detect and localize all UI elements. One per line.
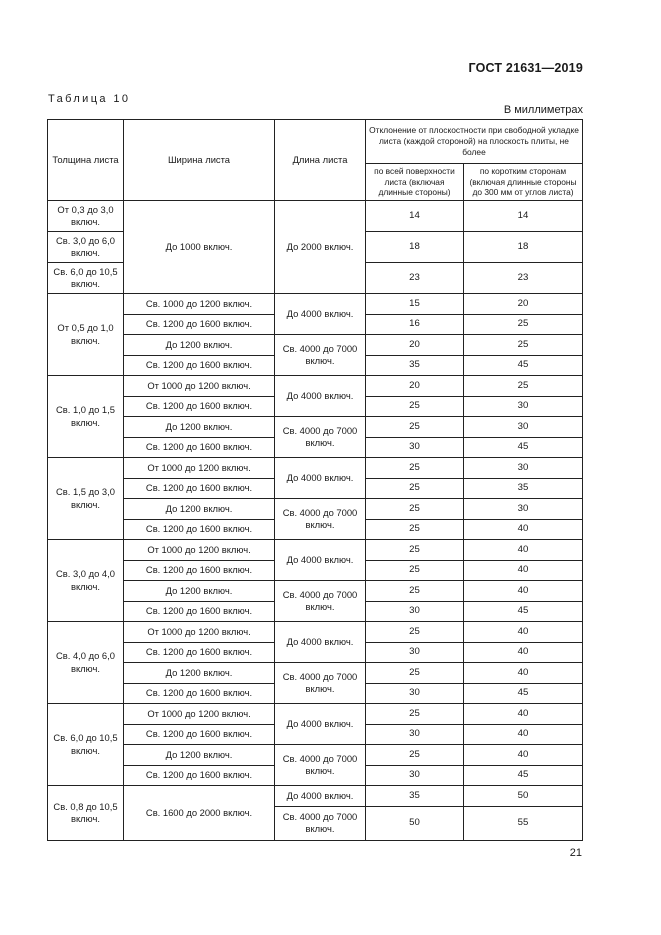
cell-dev-short: 45 xyxy=(464,601,583,622)
cell-dev-total: 14 xyxy=(366,201,464,232)
cell-thickness: Св. 6,0 до 10,5 включ. xyxy=(48,263,124,294)
cell-dev-total: 35 xyxy=(366,355,464,376)
cell-length: Св. 4000 до 7000 включ. xyxy=(275,663,366,704)
cell-length: До 4000 включ. xyxy=(275,458,366,499)
cell-dev-total: 25 xyxy=(366,519,464,540)
cell-width: До 1000 включ. xyxy=(124,201,275,294)
cell-thickness: Св. 0,8 до 10,5 включ. xyxy=(48,786,124,841)
cell-dev-short: 25 xyxy=(464,335,583,356)
col-header-dev-total: по всей поверхности листа (включая длинные стороны) xyxy=(366,164,464,201)
cell-dev-total: 25 xyxy=(366,560,464,581)
cell-dev-total: 23 xyxy=(366,263,464,294)
cell-dev-total: 25 xyxy=(366,499,464,520)
cell-dev-total: 25 xyxy=(366,622,464,643)
col-header-deviation: Отклонение от плоскостности при свободной укладке листа (каждой стороной) на плоскость плиты, не более xyxy=(366,120,583,164)
cell-thickness: Св. 4,0 до 6,0 включ. xyxy=(48,622,124,704)
cell-width: От 1000 до 1200 включ. xyxy=(124,540,275,561)
cell-dev-total: 25 xyxy=(366,540,464,561)
col-header-width: Ширина листа xyxy=(124,120,275,201)
cell-dev-total: 30 xyxy=(366,437,464,458)
cell-thickness: Св. 6,0 до 10,5 включ. xyxy=(48,704,124,786)
table-caption: Таблица 10 xyxy=(48,93,131,105)
cell-length: До 4000 включ. xyxy=(275,294,366,335)
cell-dev-total: 50 xyxy=(366,806,464,840)
cell-width: До 1200 включ. xyxy=(124,581,275,602)
cell-dev-total: 30 xyxy=(366,765,464,786)
cell-width: До 1200 включ. xyxy=(124,745,275,766)
cell-width: Св. 1200 до 1600 включ. xyxy=(124,355,275,376)
cell-width: От 1000 до 1200 включ. xyxy=(124,622,275,643)
cell-dev-total: 25 xyxy=(366,581,464,602)
cell-length: Св. 4000 до 7000 включ. xyxy=(275,745,366,786)
cell-dev-short: 18 xyxy=(464,232,583,263)
cell-dev-short: 14 xyxy=(464,201,583,232)
cell-dev-short: 40 xyxy=(464,622,583,643)
cell-dev-short: 45 xyxy=(464,437,583,458)
cell-length: Св. 4000 до 7000 включ. xyxy=(275,417,366,458)
cell-length: Св. 4000 до 7000 включ. xyxy=(275,581,366,622)
cell-dev-short: 40 xyxy=(464,663,583,684)
cell-width: Св. 1200 до 1600 включ. xyxy=(124,601,275,622)
cell-dev-total: 20 xyxy=(366,335,464,356)
cell-dev-total: 25 xyxy=(366,704,464,725)
cell-width: До 1200 включ. xyxy=(124,335,275,356)
cell-dev-short: 30 xyxy=(464,417,583,438)
cell-dev-total: 25 xyxy=(366,458,464,479)
cell-length: До 4000 включ. xyxy=(275,376,366,417)
cell-width: Св. 1200 до 1600 включ. xyxy=(124,437,275,458)
col-header-length: Длина листа xyxy=(275,120,366,201)
cell-width: До 1200 включ. xyxy=(124,663,275,684)
cell-width: Св. 1200 до 1600 включ. xyxy=(124,560,275,581)
cell-dev-short: 25 xyxy=(464,376,583,397)
cell-dev-short: 40 xyxy=(464,704,583,725)
cell-dev-short: 20 xyxy=(464,294,583,315)
document-code: ГОСТ 21631—2019 xyxy=(468,61,583,75)
cell-dev-total: 18 xyxy=(366,232,464,263)
tolerance-table xyxy=(47,119,583,841)
cell-dev-short: 50 xyxy=(464,786,583,807)
cell-width: Св. 1200 до 1600 включ. xyxy=(124,724,275,745)
cell-dev-short: 30 xyxy=(464,458,583,479)
cell-width: Св. 1000 до 1200 включ. xyxy=(124,294,275,315)
cell-thickness: Св. 3,0 до 4,0 включ. xyxy=(48,540,124,622)
units-note: В миллиметрах xyxy=(503,104,583,116)
cell-dev-short: 35 xyxy=(464,478,583,499)
cell-width: Св. 1200 до 1600 включ. xyxy=(124,642,275,663)
cell-length: Св. 4000 до 7000 включ. xyxy=(275,806,366,840)
cell-dev-total: 25 xyxy=(366,478,464,499)
cell-dev-short: 40 xyxy=(464,560,583,581)
cell-dev-short: 45 xyxy=(464,683,583,704)
cell-dev-short: 30 xyxy=(464,499,583,520)
cell-width: Св. 1200 до 1600 включ. xyxy=(124,314,275,335)
cell-width: До 1200 включ. xyxy=(124,417,275,438)
cell-width: Св. 1600 до 2000 включ. xyxy=(124,786,275,841)
cell-dev-short: 25 xyxy=(464,314,583,335)
cell-length: До 4000 включ. xyxy=(275,622,366,663)
cell-width: Св. 1200 до 1600 включ. xyxy=(124,478,275,499)
cell-length: До 4000 включ. xyxy=(275,704,366,745)
cell-width: Св. 1200 до 1600 включ. xyxy=(124,519,275,540)
cell-dev-total: 15 xyxy=(366,294,464,315)
cell-dev-short: 40 xyxy=(464,540,583,561)
cell-length: Св. 4000 до 7000 включ. xyxy=(275,335,366,376)
cell-dev-total: 30 xyxy=(366,724,464,745)
cell-dev-total: 25 xyxy=(366,663,464,684)
cell-length: До 4000 включ. xyxy=(275,540,366,581)
cell-dev-total: 30 xyxy=(366,642,464,663)
cell-dev-short: 45 xyxy=(464,355,583,376)
col-header-thickness: Толщина листа xyxy=(48,120,124,201)
cell-dev-total: 35 xyxy=(366,786,464,807)
cell-thickness: Св. 1,0 до 1,5 включ. xyxy=(48,376,124,458)
cell-width: От 1000 до 1200 включ. xyxy=(124,704,275,725)
cell-dev-short: 45 xyxy=(464,765,583,786)
cell-dev-short: 30 xyxy=(464,396,583,417)
cell-thickness: Св. 3,0 до 6,0 включ. xyxy=(48,232,124,263)
cell-thickness: От 0,5 до 1,0 включ. xyxy=(48,294,124,376)
cell-dev-total: 25 xyxy=(366,396,464,417)
cell-dev-total: 30 xyxy=(366,683,464,704)
page-number: 21 xyxy=(569,847,582,859)
cell-length: До 4000 включ. xyxy=(275,786,366,807)
cell-dev-short: 23 xyxy=(464,263,583,294)
cell-thickness: Св. 1,5 до 3,0 включ. xyxy=(48,458,124,540)
cell-dev-short: 40 xyxy=(464,519,583,540)
cell-dev-short: 40 xyxy=(464,724,583,745)
cell-width: От 1000 до 1200 включ. xyxy=(124,376,275,397)
cell-dev-short: 40 xyxy=(464,581,583,602)
cell-width: От 1000 до 1200 включ. xyxy=(124,458,275,479)
cell-dev-total: 30 xyxy=(366,601,464,622)
cell-dev-short: 40 xyxy=(464,745,583,766)
cell-dev-short: 40 xyxy=(464,642,583,663)
cell-width: Св. 1200 до 1600 включ. xyxy=(124,396,275,417)
cell-width: Св. 1200 до 1600 включ. xyxy=(124,683,275,704)
cell-length: До 2000 включ. xyxy=(275,201,366,294)
cell-dev-total: 25 xyxy=(366,745,464,766)
cell-width: До 1200 включ. xyxy=(124,499,275,520)
cell-dev-total: 16 xyxy=(366,314,464,335)
cell-thickness: От 0,3 до 3,0 включ. xyxy=(48,201,124,232)
col-header-dev-short: по коротким сторонам (включая длинные стороны до 300 мм от углов листа) xyxy=(464,164,583,201)
cell-dev-total: 25 xyxy=(366,417,464,438)
cell-width: Св. 1200 до 1600 включ. xyxy=(124,765,275,786)
cell-dev-total: 20 xyxy=(366,376,464,397)
cell-dev-short: 55 xyxy=(464,806,583,840)
cell-length: Св. 4000 до 7000 включ. xyxy=(275,499,366,540)
